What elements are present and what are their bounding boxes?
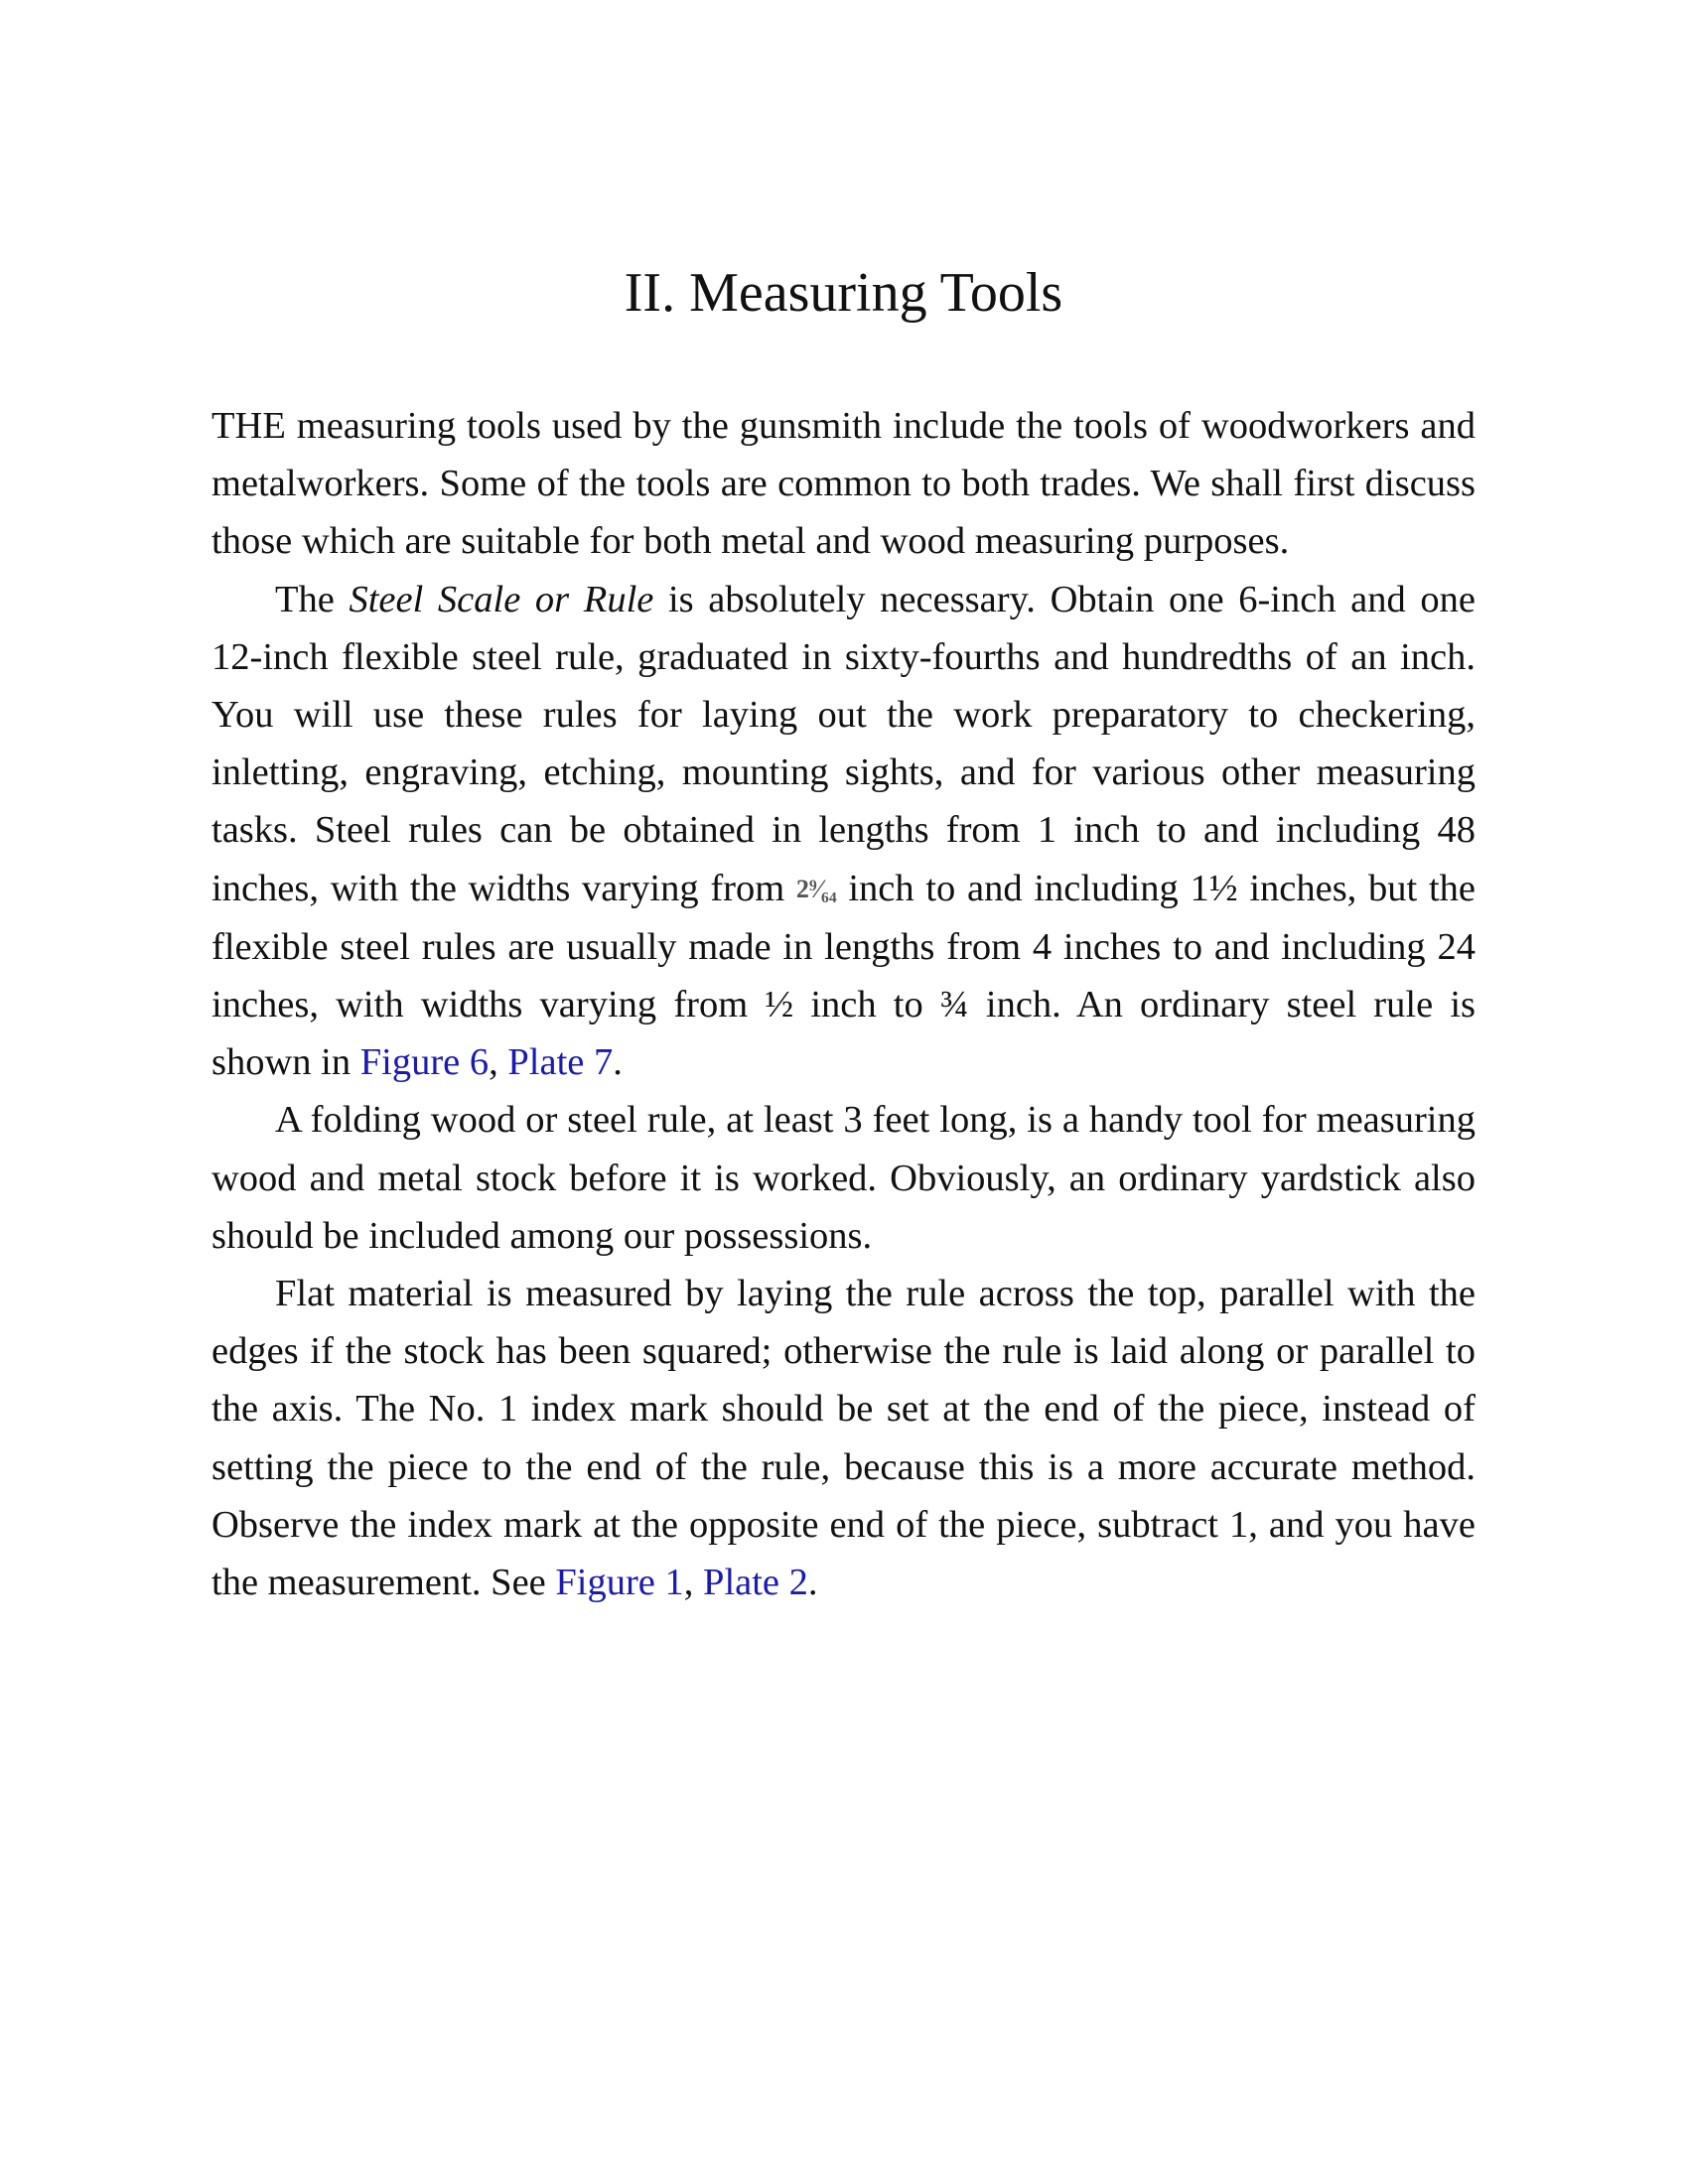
paragraph-folding-rule-text: A folding wood or steel rule, at least 3 feet long, is a handy tool for measuring wood and metal stock before it is worked. Obviously, an ordinary yardstick also should be included among our possessions. (211, 1099, 1476, 1257)
plate-2-link[interactable]: Plate 2 (703, 1562, 808, 1604)
paragraph-intro-text: THE measuring tools used by the gunsmith include the tools of woodworkers and metalworkers. Some of the tools are common to both trades. We shall first discuss those which are suitable for both metal and wood measuring purposes. (211, 405, 1476, 563)
paragraph-intro (211, 397, 1476, 571)
steel-rule-term: Steel Scale or Rule (349, 578, 654, 620)
link-separator: , (683, 1562, 704, 1604)
paragraph-folding-rule (211, 1091, 1476, 1265)
link-separator: , (489, 1041, 508, 1084)
body-text (211, 397, 1476, 1611)
chapter-title: II. Measuring Tools (624, 262, 1063, 324)
figure-1-link[interactable]: Figure 1 (555, 1562, 684, 1604)
figure-6-link[interactable]: Figure 6 (359, 1041, 490, 1084)
paragraph-end-period: . (807, 1562, 818, 1604)
plate-7-link[interactable]: Plate 7 (507, 1041, 614, 1084)
paragraph-end-period: . (613, 1041, 623, 1084)
paragraph-steel-rule-part1: is absolutely necessary. Obtain one 6-inch and one 12-inch flexible steel rule, graduated in sixty-fourths and hundredths of an inch. You will use these rules for laying out the work preparatory to checkering, inletting, engraving, etching, mounting sights, and for various other measuring tasks. Steel rules can be obtained in lengths from 1 inch to and including 48 inches, with the widths varying from (211, 578, 1476, 909)
paragraph-steel-rule-part2: inch to and including 1½ inches, but the flexible steel rules are usually made in lengths from 4 inches to and including 24 inches, with widths varying from ½ inch to ¾ inch. An ordinary steel rule is shown in (211, 867, 1476, 1084)
paragraph-steel-rule (211, 571, 1476, 1092)
paragraph-flat-material-text: Flat material is measured by laying the rule across the top, parallel with the edges if the stock has been squared; otherwise the rule is laid along or parallel to the axis. The No. 1 index mark should be set at the end of the piece, instead of setting the piece to the end of the rule, because this is a more accurate method. Observe the index mark at the opposite end of the piece, subtract 1, and you have the measurement. See (211, 1273, 1476, 1604)
width-fraction: 2⁹⁄₆₄ (795, 874, 837, 903)
paragraph-steel-rule-lead: The (275, 578, 350, 620)
paragraph-flat-material (211, 1265, 1476, 1611)
